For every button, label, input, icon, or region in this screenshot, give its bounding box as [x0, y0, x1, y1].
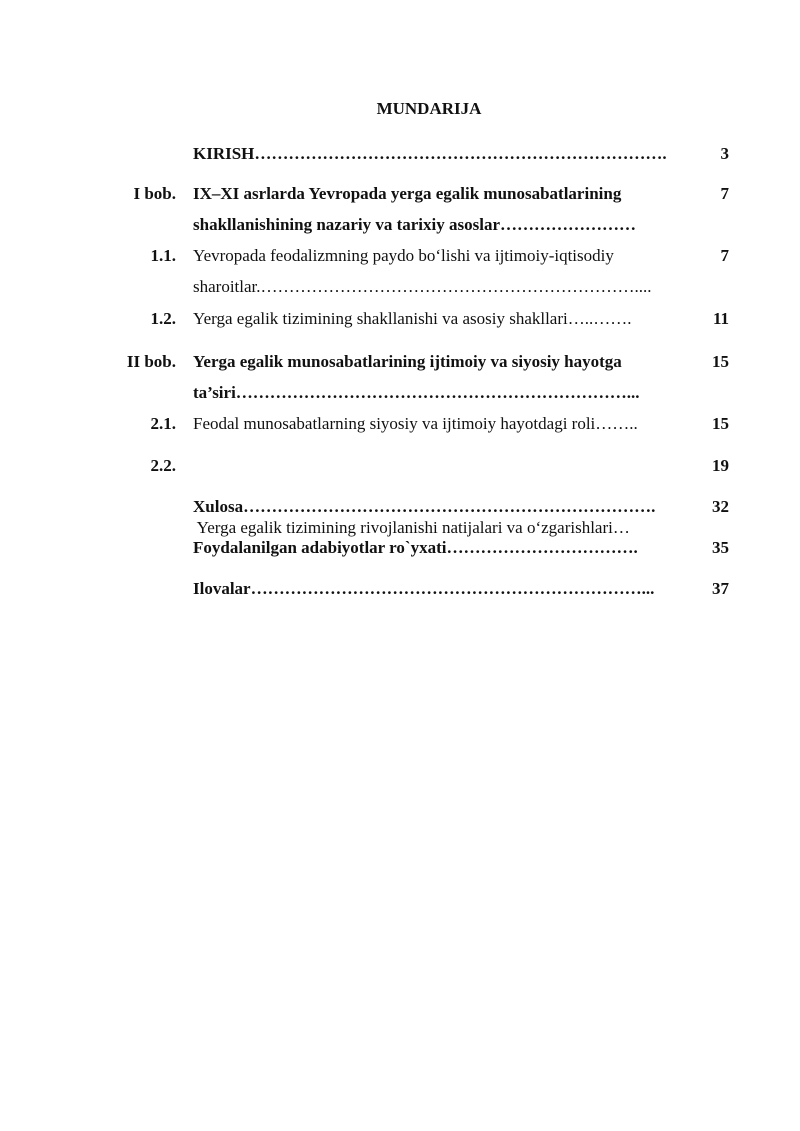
page-title: MUNDARIJA — [376, 99, 482, 118]
toc-entry-page: 7 — [720, 246, 729, 265]
toc-entry-title-line: Yerga egalik tizimining rivojlanishi natijalari va oʻzgarishlari… — [193, 518, 630, 537]
toc-entry-page: 32 — [712, 497, 729, 516]
toc-entry-number: I bob. — [133, 184, 176, 203]
toc-entry-title — [193, 240, 693, 302]
toc-entry-title — [193, 532, 693, 563]
toc-entry-page: 37 — [712, 579, 729, 598]
toc-entry-title-line: Feodal munosabatlarning siyosiy va ijtimoiy hayotdagi roli…….. — [193, 414, 638, 433]
toc-entry-number: 1.2. — [150, 309, 176, 328]
toc-entry-title — [193, 491, 693, 522]
toc-entry-number: II bob. — [126, 352, 176, 371]
toc-entry-title — [193, 138, 693, 169]
toc-entry-title-line: IX–XI asrlarda Yevropada yerga egalik munosabatlarining — [193, 184, 622, 203]
toc-entry-number: 1.1. — [150, 246, 176, 265]
toc-entry-page: 35 — [712, 538, 729, 557]
toc-entry-page: 3 — [720, 144, 729, 163]
toc-entry-page: 19 — [712, 456, 729, 475]
toc-entry-title-line: ta’siri……………………………………………………………... — [193, 383, 640, 402]
toc-entry-title-line: KIRISH………………………………………………………………. — [193, 144, 667, 163]
toc-entry-title-line: Ilovalar……………………………………………………………... — [193, 579, 655, 598]
toc-entry-title-line: sharoitlar.………………………………………………………….... — [193, 277, 652, 296]
toc-entry-title — [193, 303, 693, 334]
toc-entry-title — [193, 178, 693, 240]
toc-entry-page: 11 — [712, 309, 729, 328]
toc-entry-title-line: Foydalanilgan adabiyotlar ro`yxati……………………………. — [193, 538, 638, 557]
toc-entry-title-line: Yerga egalik tizimining shakllanishi va asosiy shakllari…..……. — [193, 309, 632, 328]
toc-entry-title-line: Yerga egalik munosabatlarining ijtimoiy va siyosiy hayotga — [193, 352, 622, 371]
toc-entry-title-line: Xulosa………………………………………………………………. — [193, 497, 656, 516]
toc-entry-title — [193, 408, 693, 439]
toc-entry-page: 15 — [712, 414, 729, 433]
toc-entry-page: 15 — [712, 352, 729, 371]
toc-entry-title — [193, 346, 693, 408]
toc-entry-title-line: Yevropada feodalizmning paydo boʻlishi va ijtimoiy-iqtisodiy — [193, 246, 614, 265]
toc-entry-number: 2.1. — [150, 414, 176, 433]
toc-entry-page: 7 — [720, 184, 729, 203]
toc-entry-number: 2.2. — [150, 456, 176, 475]
toc-entry-title — [193, 573, 693, 604]
toc-entry-title-line: shakllanishining nazariy va tarixiy asoslar…………………… — [193, 215, 636, 234]
